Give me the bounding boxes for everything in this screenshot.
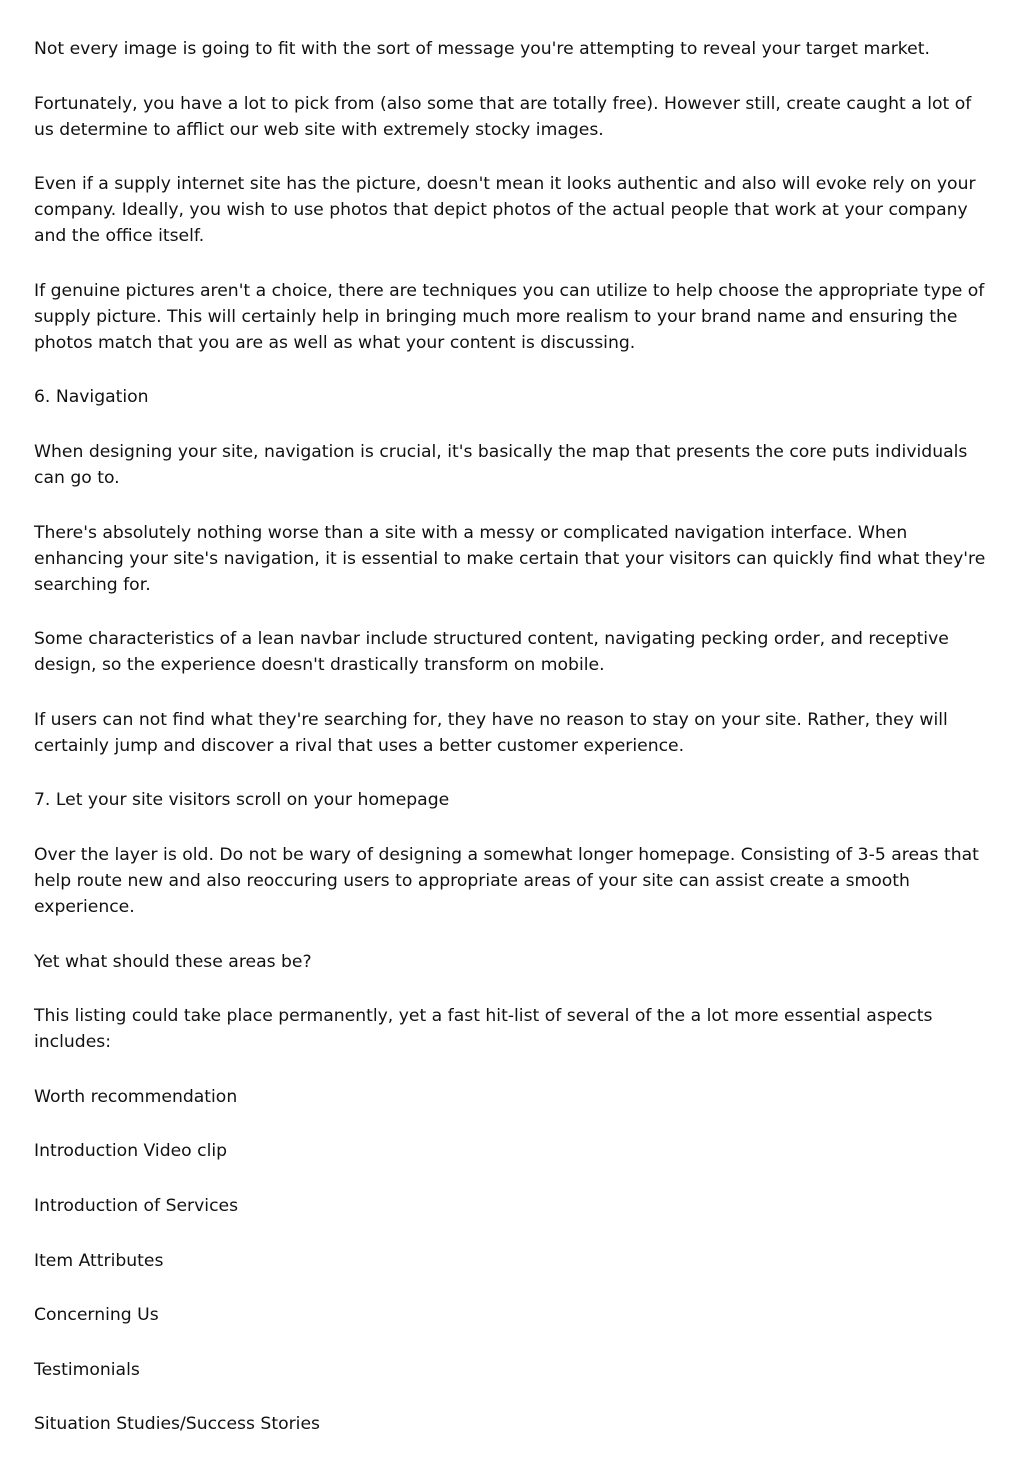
- list-item: Concerning Us: [34, 1305, 159, 1326]
- list-item: Testimonials: [34, 1359, 140, 1380]
- list-item: Item Attributes: [34, 1250, 164, 1271]
- paragraph: When designing your site, navigation is crucial, it's basically the map that presents the core puts individuals can go to.: [34, 441, 968, 488]
- paragraph: There's absolutely nothing worse than a site with a messy or complicated navigation interface. When enhancing your site's navigation, it is essential to make certain that your visitors can quickly find what they're searching for.: [34, 522, 986, 595]
- paragraph: Even if a supply internet site has the picture, doesn't mean it looks authentic and also will evoke rely on your company. Ideally, you wish to use photos that depict photos of the actual people that work at your company and the office itself.: [34, 174, 976, 247]
- list-item: Introduction of Services: [34, 1195, 239, 1216]
- paragraph: If users can not find what they're searching for, they have no reason to stay on your site. Rather, they will certainly jump and discover a rival that uses a better customer experience.: [34, 709, 948, 756]
- section-heading-scroll-homepage: 7. Let your site visitors scroll on your homepage: [34, 790, 450, 811]
- list-item: Worth recommendation: [34, 1086, 238, 1107]
- paragraph: If genuine pictures aren't a choice, there are techniques you can utilize to help choose the appropriate type of supply picture. This will certainly help in bringing much more realism to your brand name and ensuring the photos match that you are as well as what your content is discussing.: [34, 280, 985, 353]
- paragraph: This listing could take place permanently, yet a fast hit-list of several of the a lot more essential aspects includes:: [34, 1006, 933, 1053]
- paragraph: Some characteristics of a lean navbar include structured content, navigating pecking order, and receptive design, so the experience doesn't drastically transform on mobile.: [34, 629, 949, 676]
- list-item: Situation Studies/Success Stories: [34, 1414, 320, 1435]
- paragraph: Not every image is going to fit with the sort of message you're attempting to reveal your target market.: [34, 39, 930, 59]
- document-body: [34, 36, 994, 1466]
- list-item: Introduction Video clip: [34, 1141, 228, 1162]
- section-heading-navigation: 6. Navigation: [34, 387, 149, 408]
- paragraph: Over the layer is old. Do not be wary of designing a somewhat longer homepage. Consisting of 3-5 areas that help route new and also reoccuring users to appropriate areas of your site can assist create a smooth experience.: [34, 844, 979, 917]
- paragraph: Fortunately, you have a lot to pick from (also some that are totally free). However still, create caught a lot of us determine to afflict our web site with extremely stocky images.: [34, 93, 972, 140]
- paragraph: Yet what should these areas be?: [34, 951, 312, 972]
